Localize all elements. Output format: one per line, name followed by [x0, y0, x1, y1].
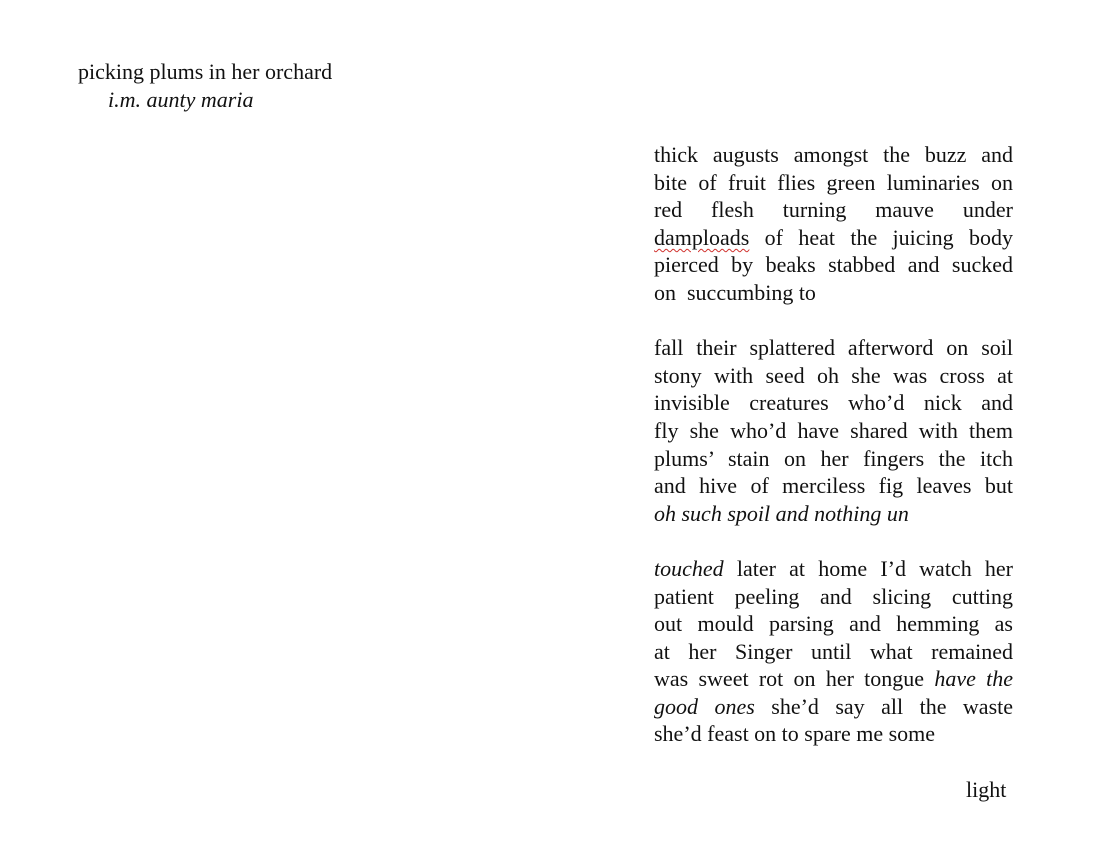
poem-line — [654, 555, 1013, 583]
poem-line-text: later at home I’d watch her — [723, 555, 1013, 581]
misspelled-word[interactable]: damploads — [654, 224, 750, 250]
poem-line-text: was sweet rot on her tongue — [654, 666, 935, 692]
poem-line — [654, 224, 1013, 252]
poem-line: at her Singer until what remained — [654, 638, 1013, 664]
poem-line-text: she’d say all the waste — [754, 693, 1014, 719]
poem-line: she’d feast on to spare me some — [654, 721, 936, 747]
poem-line: bite of fruit flies green luminaries on — [654, 169, 1013, 195]
dedication: i.m. aunty maria — [108, 87, 254, 112]
poem-line: fly she who’d have shared with them — [654, 417, 1013, 443]
poem-line — [654, 693, 1013, 721]
final-word: light — [966, 777, 1007, 802]
poem-line: patient peeling and slicing cutting — [654, 583, 1013, 609]
stanza-1 — [654, 141, 1013, 307]
poem-line: and hive of merciless fig leaves but — [654, 473, 1013, 499]
poem-line: fall their splattered afterword on soil — [654, 335, 1013, 361]
poem-line: stony with seed oh she was cross at — [654, 362, 1013, 388]
poem-line: thick augusts amongst the buzz and — [654, 142, 1013, 167]
stanza-2 — [654, 334, 1013, 527]
poem-line: out mould parsing and hemming as — [654, 611, 1013, 637]
poem-line: invisible creatures who’d nick and — [654, 390, 1013, 416]
stanza-3 — [654, 555, 1013, 748]
poem-line — [654, 665, 1013, 693]
italic-phrase: have the — [934, 666, 1014, 692]
italic-phrase: good ones — [654, 693, 755, 719]
poem-line: pierced by beaks stabbed and sucked — [654, 252, 1013, 278]
poem-line: on succumbing to — [654, 279, 816, 305]
poem-line: plums’ stain on her fingers the itch — [654, 445, 1013, 471]
poem-line-text: of heat the juicing body — [749, 224, 1013, 250]
poem-body — [654, 141, 1013, 776]
poem-line: red flesh turning mauve under — [654, 197, 1013, 223]
poem-title: picking plums in her orchard — [78, 59, 333, 84]
italic-word: touched — [654, 555, 724, 581]
poem-line: oh such spoil and nothing un — [654, 500, 909, 526]
